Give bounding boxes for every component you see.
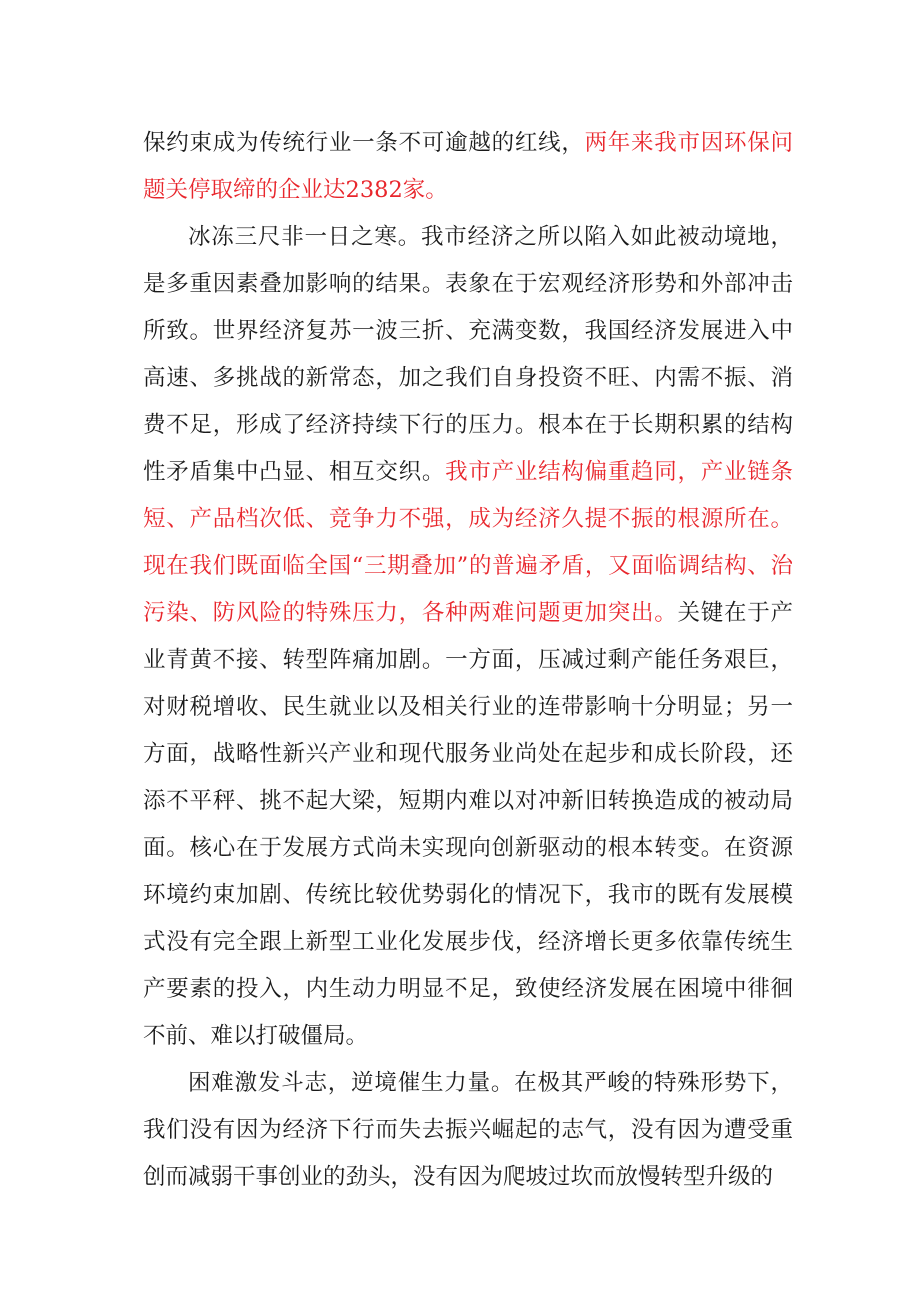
highlighted-text: 我市产业结构偏重趋同，产业链条短、产品档次低、竞争力不强，成为经济久提不振的根源所在。现在我们既面临全国“三期叠加”的普遍矛盾，又面临调结构、治污染、防风险的特殊压力，各种两难问题更加突出。 <box>143 459 793 626</box>
text-segment: 冰冻三尺非一日之寒。我市经济之所以陷入如此被动境地，是多重因素叠加影响的结果。表象在于宏观经济形势和外部冲击所致。世界经济复苏一波三折、充满变数，我国经济发展进入中高速、多挑战的新常态，加之我们自身投资不旺、内需不振、消费不足，形成了经济持续下行的压力。根本在于长期积累的结构性矛盾集中凸显、相互交织。 <box>143 224 793 485</box>
paragraph-3 <box>143 1060 793 1201</box>
text-segment: 困难激发斗志，逆境催生力量。在极其严峻的特殊形势下，我们没有因为经济下行而失去振兴崛起的志气，没有因为遭受重创而减弱干事创业的劲头，没有因为爬坡过坎而放慢转型升级的 <box>143 1070 793 1190</box>
document-body <box>143 120 793 1201</box>
paragraph-1 <box>143 120 793 214</box>
text-segment: 关键在于产业青黄不接、转型阵痛加剧。一方面，压减过剩产能任务艰巨，对财税增收、民生就业以及相关行业的连带影响十分明显；另一方面，战略性新兴产业和现代服务业尚处在起步和成长阶段，还添不平秤、挑不起大梁，短期内难以对冲新旧转换造成的被动局面。核心在于发展方式尚未实现向创新驱动的根本转变。在资源环境约束加剧、传统比较优势弱化的情况下，我市的既有发展模式没有完全跟上新型工业化发展步伐，经济增长更多依靠传统生产要素的投入，内生动力明显不足，致使经济发展在困境中徘徊不前、难以打破僵局。 <box>143 600 793 1049</box>
text-segment: 保约束成为传统行业一条不可逾越的红线， <box>143 130 585 156</box>
paragraph-2 <box>143 214 793 1060</box>
highlighted-text: 两年来我市因环保问题关停取缔的企业达2382家。 <box>143 130 793 203</box>
